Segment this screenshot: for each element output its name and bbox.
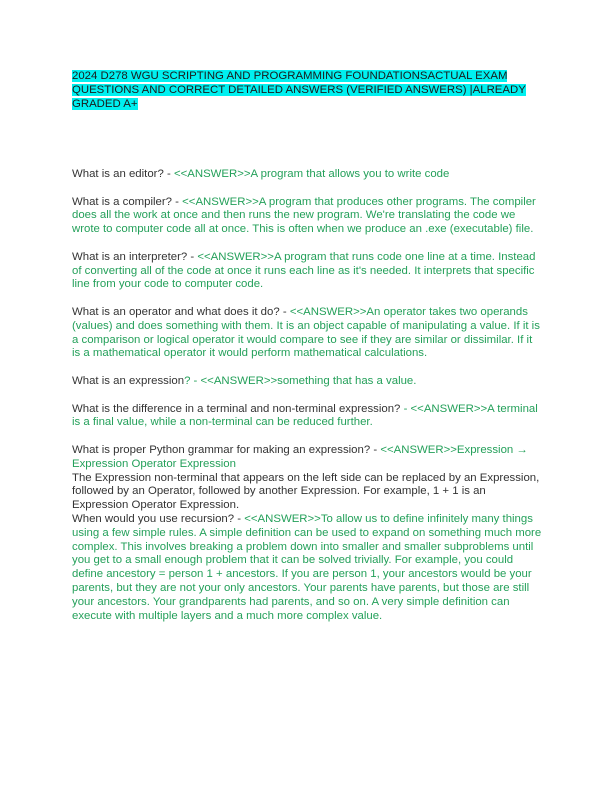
answer: <<ANSWER>>To allow us to define infinitely many things using a few simple rules. A simple definition can be used to expand on something much more complex. This involves breaking a problem down into smaller and smaller subproblems until you get to a small enough problem that it can be solved trivially. For example, you could define ancestory = person 1 + ancestors. If you are person 1, your ancestors would be your parents, but they are not your only ancestors. Your parents have parents, but those are still your ancestors. Your grandparents had parents, and so on. A very simple definition can execute with multiple layers and a much more complex value. [72,512,542,622]
answer: ? - <<ANSWER>>something that has a value. [184,374,417,387]
explanation-paragraph: The Expression non-terminal that appears on the left side can be replaced by an Expression, followed by an Operator, followed by another Expression. For example, 1 + 1 is an Expression Operator Expression. [72,471,540,512]
question: What is an editor? - [72,168,174,180]
qa-item-editor [72,168,542,182]
qa-item-operator [72,306,542,361]
question: What is an interpreter? - [72,250,198,263]
question: What is a compiler? - [72,195,183,208]
answer: <<ANSWER>>Expression → Expression Operator Expression [72,443,528,470]
qa-item-interpreter [72,251,542,292]
qa-item-python-grammar [72,444,542,472]
document-title [72,70,542,111]
answer: <<ANSWER>>An operator takes two operands (values) and does something with them. It is an object capable of manipulating a value. If it is a comparison or logical operator it would compare to see if they are similar or dissimilar. If it is a mathematical operator it would perform mathematical calculations. [72,305,540,360]
qa-item-terminal [72,403,542,431]
qa-item-recursion [72,513,542,623]
question: What is proper Python grammar for making an expression? - [72,443,381,456]
question: What is an expression [72,374,185,387]
qa-item-expression [72,375,542,389]
answer: <<ANSWER>>A program that runs code one line at a time. Instead of converting all of the code at once it runs each line as it's needed. It interprets that specific line from your code to computer code. [72,250,536,291]
qa-item-compiler [72,196,542,237]
question: When would you use recursion? - [72,512,245,525]
highlighted-title-text: 2024 D278 WGU SCRIPTING AND PROGRAMMING FOUNDATIONSACTUAL EXAM QUESTIONS AND CORRECT DETAILED ANSWERS (VERIFIED ANSWERS) |ALREADY GRADED A+ [72,70,526,110]
answer: <<ANSWER>>A program that allows you to write code [173,168,450,180]
question: What is the difference in a terminal and non-terminal expression? [72,402,401,415]
answer: <<ANSWER>>A program that produces other programs. The compiler does all the work at once and then runs the new program. We're translating the code we wrote to computer code all at once. This is often when we produce an .exe (executable) file. [72,195,536,236]
qa-content [72,168,542,623]
answer: - <<ANSWER>>A terminal is a final value, while a non-terminal can be reduced further. [72,402,538,429]
question: What is an operator and what does it do? - [72,305,290,318]
